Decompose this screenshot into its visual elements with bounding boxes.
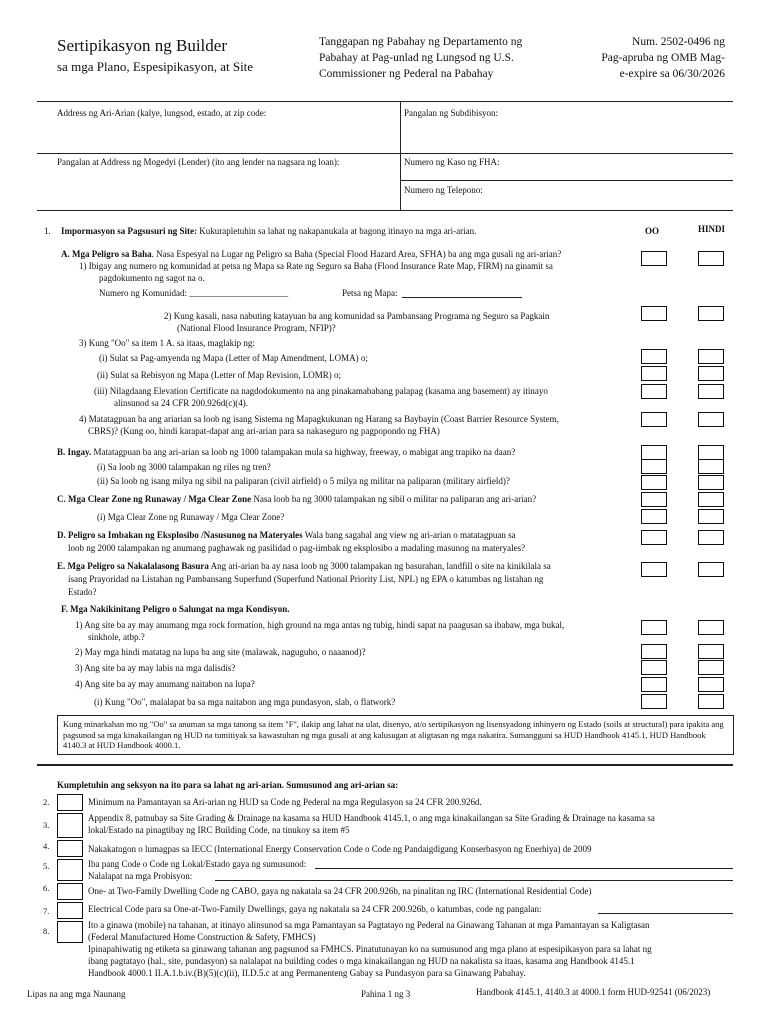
- fha-case-field[interactable]: Numero ng Kaso ng FHA:: [404, 157, 500, 167]
- item-number: 7.: [43, 906, 50, 916]
- question-f2: 2) May mga hindi matatag na lupa ba ang site (malawak, naguguho, o naaanod)?: [75, 647, 366, 657]
- item-number: 5.: [43, 861, 50, 871]
- map-date-field[interactable]: [402, 286, 522, 298]
- yes-checkbox[interactable]: [641, 306, 667, 321]
- no-checkbox[interactable]: [698, 412, 724, 427]
- agency-line: Commissioner ng Pederal na Pabahay: [319, 68, 494, 80]
- item-checkbox[interactable]: [57, 840, 83, 857]
- agency-name: [319, 34, 569, 82]
- no-checkbox[interactable]: [698, 459, 724, 474]
- item-text: Iba pang Code o Code ng Lokal/Estado gaya ng sumusunod:: [88, 859, 307, 869]
- yes-checkbox[interactable]: [641, 445, 667, 460]
- question-e-text: Ang ari-arian ba ay nasa loob ng 3000 talampakan ng basurahan, landfill o site na kinikilala sa: [208, 561, 551, 571]
- question-a3i: (i) Sulat sa Pag-amyenda ng Mapa (Letter of Map Amendment, LOMA) o;: [99, 353, 368, 363]
- item-text: Minimum na Pamantayan sa Ari-arian ng HUD sa Code ng Pederal na mga Regulasyon sa 24 CFR 200.926d.: [88, 797, 482, 807]
- item-checkbox[interactable]: [57, 794, 83, 811]
- item-number: 3.: [43, 820, 50, 830]
- yes-checkbox[interactable]: [641, 509, 667, 524]
- no-checkbox[interactable]: [698, 530, 724, 545]
- item-checkbox[interactable]: [57, 902, 83, 919]
- subdivision-field[interactable]: Pangalan ng Subdibisyon:: [404, 108, 498, 118]
- question-e-cont2: Estado?: [68, 587, 97, 597]
- yes-checkbox[interactable]: [641, 251, 667, 266]
- question-bi: (i) Sa loob ng 3000 talampakan ng riles ng tren?: [97, 462, 271, 472]
- no-checkbox[interactable]: [698, 677, 724, 692]
- item-text: Ito a ginawa (mobile) na tahanan, at itinayo alinsunod sa mga Pamantayan sa Pagtatayo ng Pederal na Ginawang Tahanan at mga Pamantayan sa Kaligtasan: [88, 920, 650, 930]
- yes-checkbox[interactable]: [641, 660, 667, 675]
- phone-field[interactable]: Numero ng Telepono:: [404, 185, 483, 195]
- question-a3: 3) Kung "Oo" sa item 1 A. sa itaas, maglakip ng:: [79, 338, 255, 348]
- yes-checkbox[interactable]: [641, 366, 667, 381]
- map-date-label: Petsa ng Mapa:: [342, 288, 398, 298]
- yes-checkbox[interactable]: [641, 384, 667, 399]
- footer-page-number: Pahina 1 ng 3: [361, 989, 411, 999]
- divider: [37, 764, 733, 766]
- no-checkbox[interactable]: [698, 660, 724, 675]
- question-d: [57, 530, 516, 541]
- yes-checkbox[interactable]: [641, 620, 667, 635]
- question-ci: (i) Mga Clear Zone ng Runaway / Mga Clear Zone?: [97, 512, 285, 522]
- agency-line: Tanggapan ng Pabahay ng Departamento ng: [319, 36, 523, 48]
- question-c-head: C. Mga Clear Zone ng Runaway / Mga Clear Zone: [57, 494, 252, 504]
- item-number: 8.: [43, 926, 50, 936]
- question-f3: 3) Ang site ba ay may labis na mga dalisdis?: [75, 663, 236, 673]
- question-a3iii: (iii) Nilagdaang Elevation Certificate na nagdodokumento na ang pinakamababang palapag (kasama ang basement) ay itinayo: [94, 386, 548, 396]
- no-checkbox[interactable]: [698, 445, 724, 460]
- question-f: F. Mga Nakikinitang Peligro o Salungat na mga Kondisyon.: [61, 604, 290, 614]
- omb-line: e-expire sa 06/30/2026: [619, 68, 725, 80]
- question-a: [61, 249, 561, 260]
- section1-title: Impormasyon sa Pagsusuri ng Site:: [61, 226, 198, 236]
- item-text-cont: lokal/Estado na pinagtibay ng IRC Building Code, na tinukoy sa item #5: [88, 825, 350, 835]
- question-a-text: . Nasa Espesyal na Lugar ng Peligro sa Baha (Special Flood Hazard Area, SFHA) ba ang mga gusali ng ari-arian?: [151, 249, 562, 259]
- yes-column-header: OO: [645, 226, 660, 236]
- item-text: Nakakatugon o lumagpas sa IECC (International Energy Conservation Code o Code ng Pandaigdigang Konserbasyon ng Enerhiya) de 2009: [88, 844, 592, 854]
- provisions-field[interactable]: [215, 870, 733, 881]
- question-f4i: (i) Kung "Oo", malalapat ba sa mga naitabon ang mga pundasyon, slab, o flatwork?: [94, 697, 396, 707]
- question-f1-cont: sinkhole, atbp.?: [88, 632, 145, 642]
- item-text-cont: Handbook 4000.1 II.A.1.b.iv.(B)(5)(c)(ii), II.D.5.c at ang Permanenteng Gabay sa Pundasyon para sa Ginawang Pabahay.: [88, 968, 526, 978]
- no-checkbox[interactable]: [698, 349, 724, 364]
- agency-line: Pabahay at Pag-unlad ng Lungsod ng U.S.: [319, 52, 514, 64]
- no-column-header: HINDI: [698, 224, 726, 234]
- no-checkbox[interactable]: [698, 492, 724, 507]
- divider: [37, 210, 733, 211]
- question-d-text: Wala bang sagabal ang view ng ari-arian o matatagpuan sa: [302, 530, 516, 540]
- section-number: 1.: [44, 226, 51, 236]
- item-number: 4.: [43, 841, 50, 851]
- question-a3ii: (ii) Sulat sa Rebisyon ng Mapa (Letter of Map Revision, LOMR) o;: [97, 370, 341, 380]
- no-checkbox[interactable]: [698, 384, 724, 399]
- question-e: [57, 561, 551, 572]
- no-checkbox[interactable]: [698, 562, 724, 577]
- yes-checkbox[interactable]: [641, 644, 667, 659]
- no-checkbox[interactable]: [698, 366, 724, 381]
- soils-note-box: Kung minarkahan mo ng "Oo" sa anuman sa mga tanong sa item "F", ilakip ang lahat na ulat, disenyo, at/o sertipikasyon ng lisensyadong inhinyero ng Estado (soils at structural) para ipakita ang pagsunod sa mga kinakailangan ng HUD na tumitiyak sa kawastuhan ng mga gusali at ang kalusugan at aligtasan ng mga nakatira. Sumangguni sa HUD Handbook 4145.1, HUD Handbook 4140.3 at HUD Handbook 4000.1.: [57, 715, 734, 755]
- no-checkbox[interactable]: [698, 509, 724, 524]
- item-checkbox[interactable]: [57, 921, 83, 943]
- item-text: Appendix 8, patnubay sa Site Grading & Drainage na kasama sa HUD Handbook 4145.1, o ang mga kinakailangan sa Site Grading & Drainage na kasama sa: [88, 813, 655, 823]
- lender-field[interactable]: Pangalan at Address ng Mogedyi (Lender) (ito ang lender na nagsara ng loan):: [57, 157, 340, 167]
- question-a3iii-cont: alinsunod sa 24 CFR 200.926d(c)(4).: [114, 398, 248, 408]
- item-text: Electrical Code para sa One-at-Two-Family Dwellings, gaya ng nakatala sa 24 CFR 200.926b, o katumbas, code ng pangalan:: [88, 904, 542, 914]
- form-title: Sertipikasyon ng Builder: [57, 36, 227, 55]
- item-text-cont: (Federal Manufactured Home Construction & Safety, FMHCS): [88, 932, 316, 942]
- no-checkbox[interactable]: [698, 694, 724, 709]
- omb-number: [555, 34, 725, 82]
- divider: [37, 153, 733, 154]
- item-text: One- at Two-Family Dwelling Code ng CABO, gaya ng nakatala sa 24 CFR 200.926b, na pinalitan ng IRC (International Residential Code): [88, 886, 592, 896]
- question-f4: 4) Ang site ba ay may anumang naitabon na lupa?: [75, 679, 255, 689]
- item-number: 6.: [43, 883, 50, 893]
- question-d-head: D. Peligro sa Imbakan ng Eksplosibo /Nasusunog na Materyales: [57, 530, 303, 540]
- property-address-field[interactable]: Address ng Ari-Arian (kalye, lungsod, estado, at zip code:: [57, 108, 267, 118]
- form-subtitle: sa mga Plano, Espesipikasyon, at Site: [57, 59, 254, 74]
- question-a-head: A. Mga Peligro sa Baha: [61, 249, 152, 259]
- omb-line: Num. 2502-0496 ng: [632, 36, 725, 48]
- yes-checkbox[interactable]: [641, 562, 667, 577]
- item-text-cont: Nalalapat na mga Probisyon:: [88, 871, 193, 881]
- divider: [400, 180, 733, 181]
- question-d-cont: loob ng 2000 talampakan ng anumang paghawak ng pasilidad o pag-iimbak ng eksplosibo a madaling masunog na materyales?: [68, 543, 526, 553]
- omb-line: Pag-apruba ng OMB Mag-: [601, 52, 725, 64]
- question-a2: 2) Kung kasali, nasa nabuting katayuan ba ang komunidad sa Pambansang Programa ng Seguro sa Pagkain: [164, 311, 550, 321]
- item-checkbox[interactable]: [57, 813, 83, 838]
- question-bii: (ii) Sa loob ng isang milya ng sibil na paliparan (civil airfield) o 5 milya ng militar na paliparan (military airfield)?: [97, 476, 510, 486]
- item-text-cont: Ipinapahiwatig ng etiketa sa ginawang tahanan ang pagsunod sa FMHCS. Pinatutunayan ko na sumusunod ang mga plano at espesipikasyon para sa lahat ng: [88, 944, 652, 954]
- footer-form-number: Handbook 4145.1, 4140.3 at 4000.1 form HUD-92541 (06/2023): [476, 987, 711, 997]
- no-checkbox[interactable]: [698, 620, 724, 635]
- divider: [400, 101, 401, 211]
- question-a1-cont: pagdokumento ng sagot na o.: [99, 273, 205, 283]
- question-f1: 1) Ang site ba ay may anumang mga rock formation, high ground na mga antas ng tubig, hindi sapat na paagusan sa ibabaw, mga bukal,: [75, 620, 565, 630]
- yes-checkbox[interactable]: [641, 412, 667, 427]
- no-checkbox[interactable]: [698, 475, 724, 490]
- question-c: [57, 494, 536, 505]
- item-checkbox[interactable]: [57, 883, 83, 900]
- question-b-head: B. Ingay.: [57, 447, 92, 457]
- question-b-text: Matatagpuan ba ang ari-arian sa loob ng 1000 talampakan mula sa highway, freeway, o mabigat ang trapiko na daan?: [93, 447, 516, 457]
- item-text-cont: ibang pagtatayo (hal., site, pundasyon) sa nalalapat na building codes o mga kinakailangan ng HUD na nakalista sa itaas, kasama ang Handbook 4145.1: [88, 956, 635, 966]
- yes-checkbox[interactable]: [641, 492, 667, 507]
- divider: [37, 101, 733, 102]
- no-checkbox[interactable]: [698, 251, 724, 266]
- no-checkbox[interactable]: [698, 644, 724, 659]
- yes-checkbox[interactable]: [641, 677, 667, 692]
- no-checkbox[interactable]: [698, 306, 724, 321]
- electrical-code-field[interactable]: [598, 903, 733, 914]
- section1-intro: Kukurapletuhin sa lahat ng nakapanukala at bagong itinayo na mga ari-arian.: [199, 226, 477, 236]
- yes-checkbox[interactable]: [641, 459, 667, 474]
- yes-checkbox[interactable]: [641, 349, 667, 364]
- question-a2-cont: (National Flood Insurance Program, NFIP)?: [177, 323, 336, 333]
- community-number-field[interactable]: Numero ng Komunidad: ______________________: [99, 288, 289, 298]
- question-c-text: Nasa loob ba ng 3000 talampakan ng sibil o militar na paliparan ang ari-arian?: [251, 494, 537, 504]
- section2-heading: Kumpletuhin ang seksyon na ito para sa lahat ng ari-arian. Sumusunod ang ari-arian sa:: [57, 780, 399, 790]
- question-a1: 1) Ibigay ang numero ng komunidad at petsa ng Mapa sa Rate ng Seguro sa Baha (Flood Insurance Rate Map, FIRM) na ginamit sa: [79, 261, 553, 271]
- question-a4: 4) Matatagpuan ba ang ariarian sa loob ng isang Sistema ng Mapagkukunan ng Harang sa Baybayin (Coast Barrier Resource System,: [79, 414, 559, 424]
- other-code-field[interactable]: [315, 858, 733, 869]
- item-number: 2.: [43, 797, 50, 807]
- footer-previous-editions: Lipas na ang mga Naunang: [27, 989, 126, 999]
- question-e-cont: isang Prayoridad na Listahan ng Pambansang Superfund (Superfund National Priority List, NPL) ng EPA o katumbas ng listahan ng: [68, 574, 544, 584]
- yes-checkbox[interactable]: [641, 530, 667, 545]
- yes-checkbox[interactable]: [641, 475, 667, 490]
- section1-heading: [61, 226, 476, 237]
- question-e-head: E. Mga Peligro sa Nakalalasong Basura: [57, 561, 209, 571]
- question-b: [57, 447, 515, 458]
- yes-checkbox[interactable]: [641, 694, 667, 709]
- item-checkbox[interactable]: [57, 859, 83, 881]
- question-a4-cont: CBRS)? (Kung oo, hindi karapat-dapat ang ari-arian para sa nakaseguro ng pagpopondo ng FHA): [88, 426, 440, 436]
